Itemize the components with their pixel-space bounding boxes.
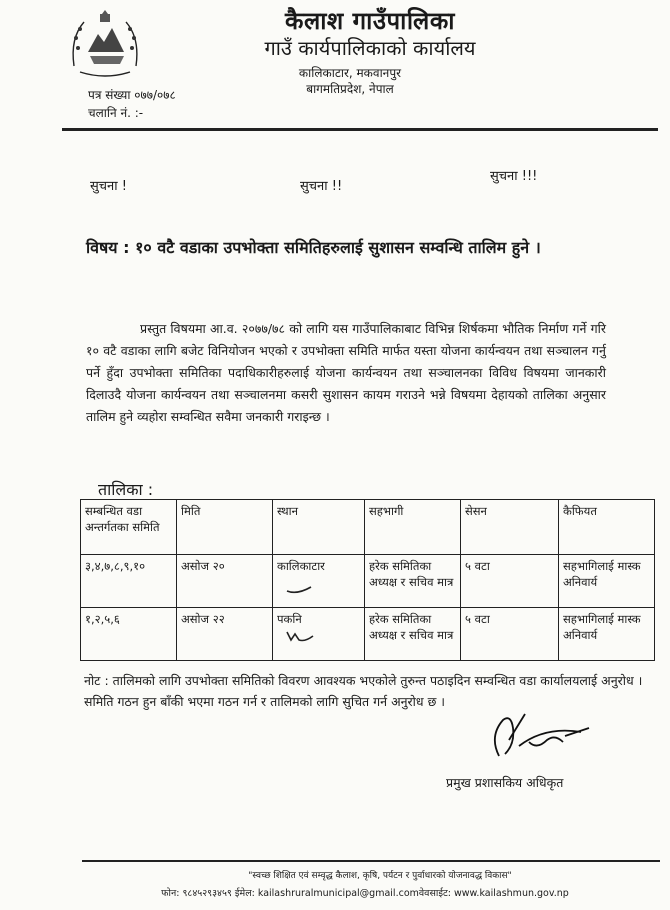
note-text: नोट : तालिमको लागि उपभोक्ता समितिको विवरण आवश्यक भएकोले तुरुन्त पठाइदिन सम्वन्धित वडा कार्यालयलाई अनुरोध । समिति गठन हुन बाँकी भएमा गठन गर्न र तालिमको लागि सुचित गर्न अनुरोध छ । bbox=[84, 673, 643, 709]
office-name: गाउँ कार्यपालिकाको कार्यालय bbox=[264, 36, 476, 60]
header-wards: सम्बन्धित वडा अन्तर्गतका समिति bbox=[81, 500, 177, 555]
notice-label-1: सुचना ! bbox=[90, 179, 127, 194]
cell-remarks: सहभागिलाई मास्क अनिवार्य bbox=[559, 608, 655, 661]
table-title: तालिका : bbox=[98, 480, 154, 499]
cell-wards: ३,४,७,८,९,१० bbox=[81, 555, 177, 608]
training-schedule-table bbox=[80, 499, 655, 661]
table-header-row bbox=[81, 500, 655, 555]
footer-divider bbox=[82, 860, 660, 862]
cell-remarks: सहभागिलाई मास्क अनिवार्य bbox=[559, 555, 655, 608]
notice-label-3: सुचना !!! bbox=[490, 169, 538, 184]
cell-sessions: ५ वटा bbox=[461, 608, 559, 661]
cell-wards: १,२,५,६ bbox=[81, 608, 177, 661]
venue-text: पकनि bbox=[277, 612, 302, 626]
cell-date: असोज २२ bbox=[177, 608, 273, 661]
handwritten-signature-icon bbox=[485, 706, 595, 764]
table-row bbox=[81, 608, 655, 661]
header-date: मिति bbox=[177, 500, 273, 555]
cell-participants: हरेक समितिका अध्यक्ष र सचिव मात्र bbox=[365, 555, 461, 608]
address-line-1: कालिकाटार, मकवानपुर bbox=[298, 66, 402, 80]
header-remarks: कैफियत bbox=[559, 500, 655, 555]
cell-participants: हरेक समितिका अध्यक्ष र सचिव मात्र bbox=[365, 608, 461, 661]
government-emblem-icon bbox=[66, 8, 144, 82]
footer-motto: "स्वच्छ शिक्षित एवं सम्वृद्ध कैलाश, कृषि, पर्यटन र पुर्वाधारको योजनावद्ध विकास" bbox=[248, 871, 512, 881]
dispatch-number: चलानि नं. :- bbox=[88, 106, 144, 120]
footer-contact: फोन: ९८४५२९३४५९ ईमेल: kailashruralmunicipal@gmail.comवेवसाईट: www.kailashmun.gov.np bbox=[161, 888, 569, 899]
body-paragraph: प्रस्तुत विषयमा आ.व. २०७७/७८ को लागि यस गाउँपालिकाबाट विभिन्न शिर्षकमा भौतिक निर्माण गर्ने गरि १० वटै वडाका लागि बजेट विनियोजन भएको र उपभोक्ता समिति मार्फत यस्ता योजना कार्यन्वयन तथा सञ्चालन गर्नु पर्ने हुँदा उपभोक्ता समितिका पदाधिकारीहरुलाई योजना कार्यन्वयन तथा सञ्चालनका विविध विषयमा जानकारी दिलाउदै योजना कार्यन्वयन तथा सञ्चालनमा कसरी सुशासन कायम गराउने भन्ने विषयमा देहायको तालिका अनुसार तालिम हुने व्यहोरा सम्वन्धित सवैमा जनकारी गराइन्छ । bbox=[86, 321, 606, 424]
letter-number: पत्र संख्या ०७७/०७८ bbox=[88, 88, 176, 102]
notice-label-2: सुचना !! bbox=[300, 179, 343, 194]
venue-text: कालिकाटार bbox=[277, 559, 325, 573]
address-line-2: बागमतिप्रदेश, नेपाल bbox=[306, 82, 394, 96]
table-row bbox=[81, 555, 655, 608]
check-mark-icon bbox=[283, 581, 317, 597]
cell-venue bbox=[273, 608, 365, 661]
signatory-title: प्रमुख प्रशासकिय अधिकृत bbox=[446, 775, 564, 790]
initials-mark-icon bbox=[283, 628, 317, 644]
subject-line: विषय : १० वटै वडाका उपभोक्ता समितिहरुलाई सुशासन सम्वन्धि तालिम हुने । bbox=[86, 238, 541, 257]
cell-sessions: ५ वटा bbox=[461, 555, 559, 608]
header-sessions: सेसन bbox=[461, 500, 559, 555]
header-venue: स्थान bbox=[273, 500, 365, 555]
municipality-name: कैलाश गाउँपालिका bbox=[285, 7, 455, 35]
header-divider bbox=[62, 128, 658, 131]
cell-date: असोज २० bbox=[177, 555, 273, 608]
cell-venue bbox=[273, 555, 365, 608]
header-participants: सहभागी bbox=[365, 500, 461, 555]
